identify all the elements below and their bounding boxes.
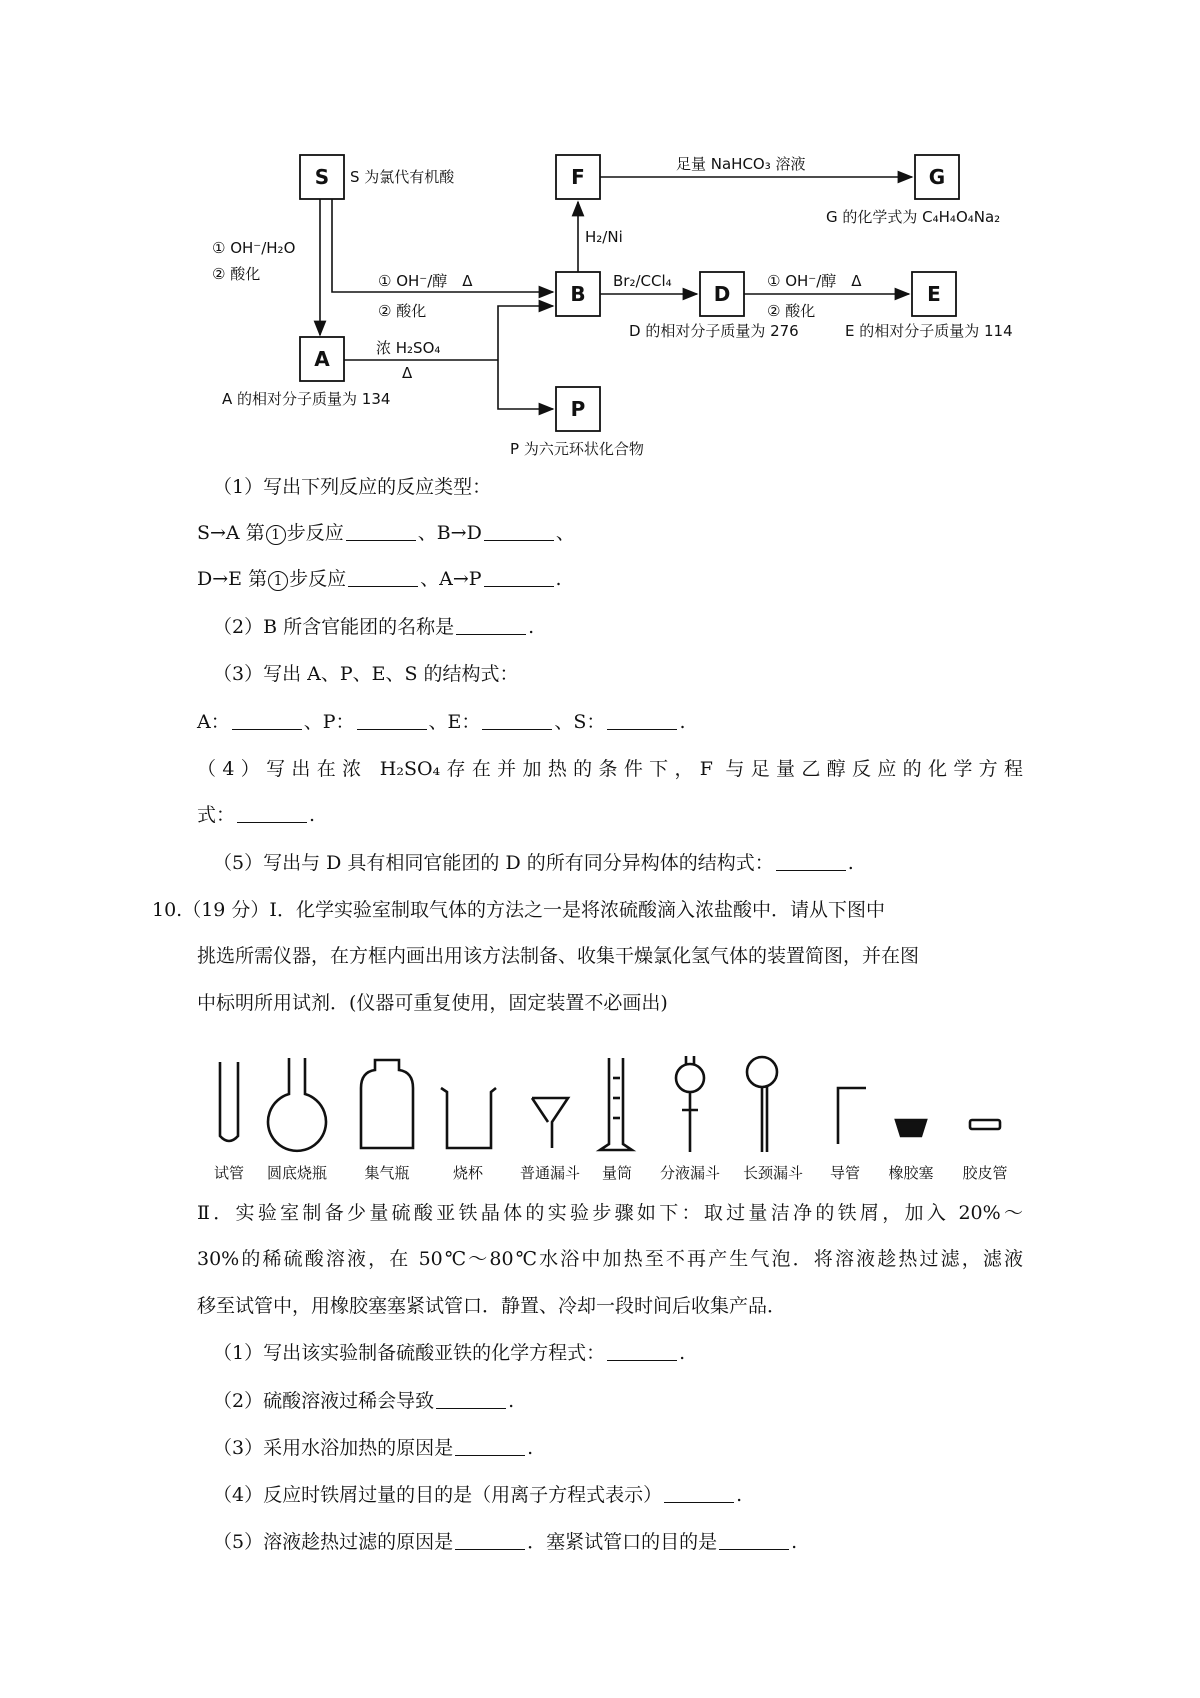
note-s: S 为氯代有机酸	[350, 168, 455, 186]
instrument-illustrations	[0, 1048, 1200, 1182]
instrument-label: 量筒	[601, 1164, 633, 1182]
q9-part2: （2）B 所含官能团的名称是 .	[213, 616, 535, 638]
instrument-label: 圆底烧瓶	[266, 1164, 328, 1182]
cond-a-bp-2: Δ	[402, 364, 413, 382]
answer-blank[interactable]	[232, 711, 302, 730]
answer-blank[interactable]	[484, 522, 554, 541]
instrument-label: 试管	[213, 1164, 245, 1182]
cond-d-e-1: ① OH⁻/醇 Δ	[767, 272, 862, 290]
box-g-label: G	[928, 165, 946, 189]
instrument-label: 胶皮管	[962, 1164, 1008, 1182]
q10-step1: （1）写出该实验制备硫酸亚铁的化学方程式： .	[213, 1342, 686, 1364]
q9-part1-line-a: S→A 第 1 步反应 、B→D 、	[197, 522, 575, 544]
answer-blank[interactable]	[455, 1531, 525, 1550]
cond-d-e-2: ② 酸化	[767, 302, 816, 320]
box-e-label: E	[927, 282, 941, 306]
q9-part3-answers: A： 、P： 、E： 、S： .	[197, 711, 686, 733]
box-d-label: D	[713, 282, 731, 306]
box-s-label: S	[314, 165, 330, 189]
cond-a-bp-1: 浓 H₂SO₄	[376, 339, 441, 357]
q10-part2-line2: 30%的稀硫酸溶液，在 50℃～80℃水浴中加热至不再产生气泡．将溶液趁热过滤，滤液	[197, 1248, 1023, 1270]
answer-blank[interactable]	[719, 1531, 789, 1550]
answer-blank[interactable]	[776, 852, 846, 871]
answer-blank[interactable]	[607, 1342, 677, 1361]
instrument-label: 烧杯	[452, 1164, 484, 1182]
instrument-label: 导管	[829, 1164, 861, 1182]
gas-bottle-icon	[361, 1060, 413, 1148]
answer-blank[interactable]	[456, 616, 526, 635]
answer-blank[interactable]	[346, 522, 416, 541]
q10-part2-line1: Ⅱ．实验室制备少量硫酸亚铁晶体的实验步骤如下：取过量洁净的铁屑，加入 20%～	[197, 1202, 1023, 1224]
q10-step5: （5）溶液趁热过滤的原因是 ．塞紧试管口的目的是 .	[213, 1531, 798, 1553]
q9-part4-line1: （4）写出在浓 H₂SO₄存在并加热的条件下，F 与足量乙醇反应的化学方程	[197, 758, 1023, 780]
q9-part5: （5）写出与 D 具有相同官能团的 D 的所有同分异构体的结构式： .	[213, 852, 854, 874]
cond-b-f: H₂/Ni	[585, 228, 623, 246]
cond-s-a-2: ② 酸化	[212, 265, 261, 283]
arrow-to-p	[498, 360, 553, 409]
q10-step4: （4）反应时铁屑过量的目的是（用离子方程式表示） .	[213, 1484, 743, 1506]
reaction-scheme-diagram	[0, 0, 1200, 470]
answer-blank[interactable]	[664, 1484, 734, 1503]
answer-blank[interactable]	[436, 1390, 506, 1409]
note-d: D 的相对分子质量为 276	[629, 322, 799, 340]
q10-part2-line3: 移至试管中，用橡胶塞塞紧试管口．静置、冷却一段时间后收集产品．	[197, 1295, 787, 1317]
beaker-icon	[441, 1088, 496, 1148]
test-tube-icon	[220, 1062, 238, 1141]
answer-blank[interactable]	[484, 568, 554, 587]
box-f-label: F	[571, 165, 585, 189]
answer-blank[interactable]	[357, 711, 427, 730]
q10-step2: （2）硫酸溶液过稀会导致 .	[213, 1390, 515, 1412]
cylinder-icon	[600, 1058, 632, 1150]
instrument-label: 集气瓶	[364, 1164, 410, 1182]
rubber-hose-icon	[970, 1120, 1000, 1129]
instrument-label: 橡胶塞	[888, 1164, 934, 1182]
q9-part1-line-b: D→E 第 1 步反应 、A→P .	[197, 568, 562, 590]
q9-part1-prompt: （1）写出下列反应的反应类型：	[213, 476, 492, 498]
arrow-to-b	[498, 306, 553, 360]
funnel-icon	[532, 1098, 568, 1148]
instrument-label: 长颈漏斗	[742, 1164, 804, 1182]
answer-blank[interactable]	[607, 711, 677, 730]
answer-blank[interactable]	[348, 568, 418, 587]
cond-b-d: Br₂/CCl₄	[613, 272, 672, 290]
answer-blank[interactable]	[237, 804, 307, 823]
cond-s-b-2: ② 酸化	[378, 302, 427, 320]
box-a-label: A	[314, 347, 330, 371]
note-a: A 的相对分子质量为 134	[222, 390, 391, 408]
q10-intro-line2: 挑选所需仪器，在方框内画出用该方法制备、收集干燥氯化氢气体的装置简图，并在图	[197, 945, 920, 967]
q10-step3: （3）采用水浴加热的原因是 .	[213, 1437, 534, 1459]
cond-s-b-1: ① OH⁻/醇 Δ	[378, 272, 473, 290]
cond-s-a-1: ① OH⁻/H₂O	[212, 239, 296, 257]
q10-intro-line1: 10.（19 分）Ⅰ．化学实验室制取气体的方法之一是将浓硫酸滴入浓盐酸中．请从下图中	[152, 899, 885, 921]
box-p-label: P	[570, 397, 586, 421]
long-neck-funnel-icon	[747, 1057, 777, 1087]
instrument-label: 分液漏斗	[659, 1164, 721, 1182]
cond-f-g: 足量 NaHCO₃ 溶液	[676, 155, 806, 173]
q9-part4-line2: 式： .	[197, 804, 316, 826]
answer-blank[interactable]	[455, 1437, 525, 1456]
answer-blank[interactable]	[482, 711, 552, 730]
note-e: E 的相对分子质量为 114	[845, 322, 1013, 340]
note-g: G 的化学式为 C₄H₄O₄Na₂	[826, 208, 1001, 226]
glass-tube-icon	[838, 1088, 866, 1144]
instrument-label: 普通漏斗	[519, 1164, 581, 1182]
round-flask-icon	[268, 1058, 326, 1151]
q9-part3-prompt: （3）写出 A、P、E、S 的结构式：	[213, 663, 519, 685]
note-p: P 为六元环状化合物	[510, 440, 644, 458]
q10-intro-line3: 中标明所用试剂．(仪器可重复使用，固定装置不必画出)	[197, 992, 668, 1014]
box-b-label: B	[570, 282, 586, 306]
rubber-stopper-icon	[896, 1120, 926, 1136]
